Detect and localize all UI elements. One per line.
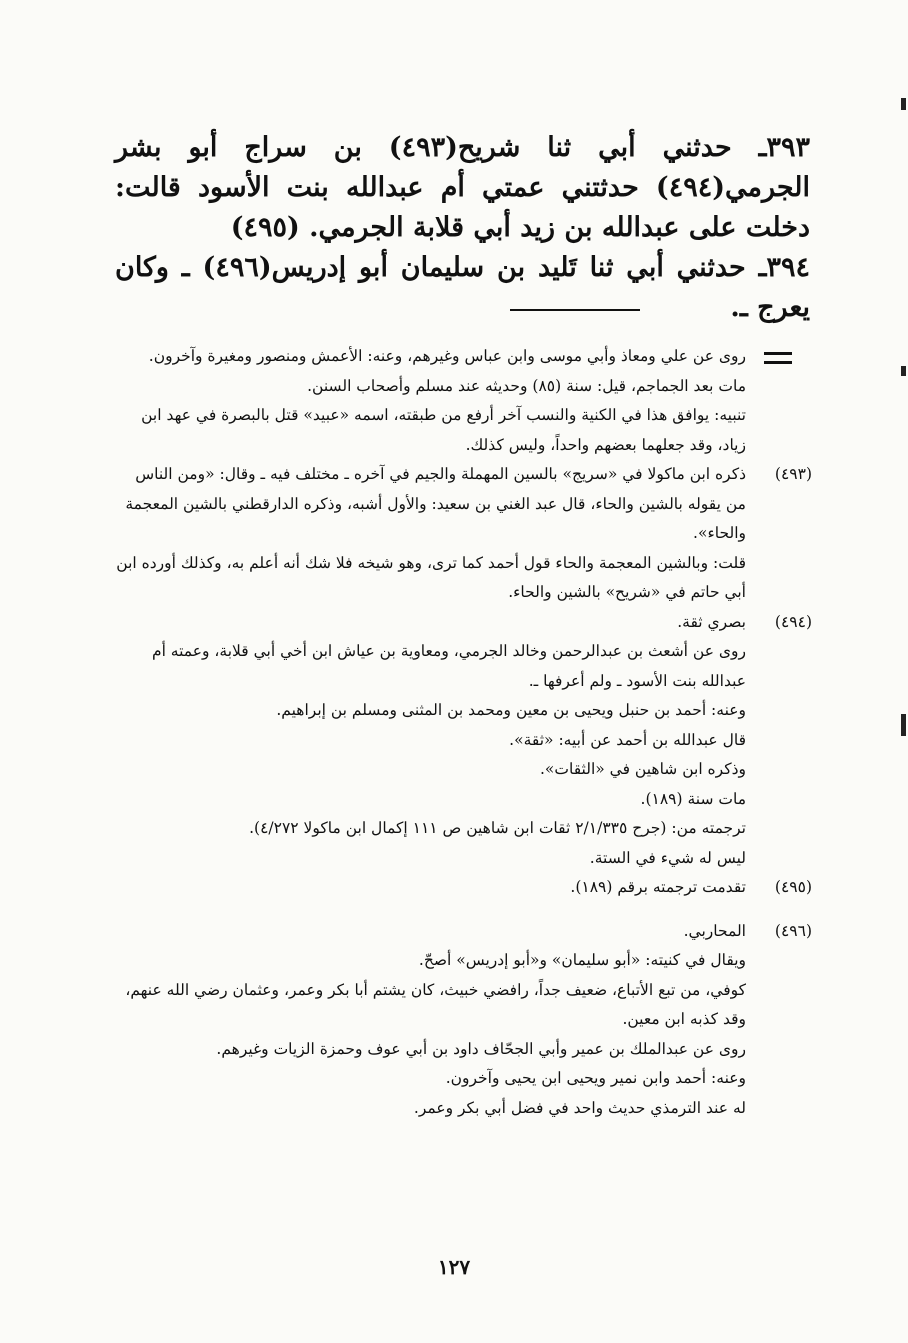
footnote-495: [112, 873, 812, 903]
footnote-paragraph: المحاربي.: [683, 921, 746, 940]
footnote-ref: (٤٩٣): [774, 465, 812, 483]
footnote-ref: (٤٩٥): [774, 878, 812, 896]
footnote-496: [112, 917, 812, 1124]
hadith-393: ٣٩٣ـ حدثني أبي ثنا شريح(٤٩٣) بن سراج أبو بشر الجرمي(٤٩٤) حدثتني عمتي أم عبدالله بنت الأسود قالت: دخلت على عبدالله بن زيد أبي قلابة الجرمي. (٤٩٥): [115, 132, 811, 243]
footnote-ref: (٤٩٦): [774, 921, 812, 940]
footnote-paragraph: وذكره ابن شاهين في «الثقات».: [539, 760, 746, 778]
footnote-paragraph: ويقال في كنيته: «أبو سليمان» و«أبو إدريس» أصحّ.: [418, 951, 746, 969]
footnote-paragraph: قلت: وبالشين المعجمة والحاء قول أحمد كما ترى، وهو شيخه فلا شك أنه أعلم به، وكذلك أورده ابن أبي حاتم في «شريح» بالشين والحاء.: [116, 553, 746, 601]
footnote-paragraph: قال عبدالله بن أحمد عن أبيه: «ثقة».: [509, 730, 746, 749]
footnote-paragraph: وعنه: أحمد بن حنبل ويحيى بن معين ومحمد بن المثنى ومسلم بن إبراهيم.: [276, 701, 746, 719]
scan-edge-mark: [901, 98, 906, 110]
main-text: [115, 128, 810, 328]
footnote-paragraph: له عند الترمذي حديث واحد في فضل أبي بكر وعمر.: [413, 1098, 746, 1117]
footnote-paragraph: مات سنة (١٨٩).: [640, 789, 746, 808]
footnote-paragraph: بصري ثقة.: [677, 612, 746, 631]
footnote-paragraph: روى عن عبدالملك بن عمير وأبي الجحّاف داود بن أبي عوف وحمزة الزيات وغيرهم.: [216, 1039, 746, 1058]
footnote-494: [112, 608, 812, 874]
hadith-394: ٣٩٤ـ حدثني أبي ثنا تَليد بن سليمان أبو إدريس(٤٩٦) ـ وكان يعرج ـ.: [115, 252, 810, 323]
footnote-paragraph: روى عن أشعث بن عبدالرحمن وخالد الجرمي، ومعاوية بن عياش ابن أخي أبي قلابة، وعمته أم عبدالله بنت الأسود ـ ولم أعرفها ـ.: [151, 642, 746, 690]
footnote-493: [112, 460, 812, 608]
footnote-continued: [112, 342, 812, 460]
footnotes: [112, 342, 812, 1123]
footnote-paragraph: تقدمت ترجمته برقم (١٨٩).: [570, 878, 746, 896]
scan-edge-mark: [901, 714, 906, 736]
footnote-paragraph: مات بعد الجماجم، قيل: سنة (٨٥) وحديثه عند مسلم وأصحاب السنن.: [307, 376, 746, 395]
footnote-paragraph: ذكره ابن ماكولا في «سريج» بالسين المهملة والجيم في آخره ـ مختلف فيه ـ وقال: «ومن الناس من يقوله بالشين والحاء، قال عبد الغني بن سعيد: والأول أشبه، وذكره الدارقطني بالشين المعجمة والحاء».: [125, 465, 746, 542]
footnote-paragraph: ترجمته من: (جرح ٢/١/٣٣٥ ثقات ابن شاهين ص ١١١ إكمال ابن ماكولا ٤/٢٧٢).: [249, 819, 746, 837]
footnote-paragraph: ليس له شيء في الستة.: [589, 848, 746, 867]
footnote-paragraph: كوفي، من تبع الأتباع، ضعيف جداً، رافضي خبيث، كان يشتم أبا بكر وعمر، وعثمان رضي الله عنهم، وقد كذبه ابن معين.: [125, 980, 746, 1028]
scan-edge-mark: [901, 366, 906, 376]
footnote-separator: [510, 309, 640, 311]
continuation-mark: [764, 352, 792, 370]
footnote-paragraph: وعنه: أحمد وابن نمير ويحيى ابن يحيى وآخرون.: [445, 1069, 746, 1087]
footnote-paragraph: روى عن علي ومعاذ وأبي موسى وابن عباس وغيرهم، وعنه: الأعمش ومنصور ومغيرة وآخرون.: [148, 347, 746, 365]
footnote-ref: (٤٩٤): [774, 612, 812, 631]
page-number: ١٢٧: [437, 1255, 471, 1279]
footnote-paragraph: تنبيه: يوافق هذا في الكنية والنسب آخر أرفع من طبقته، اسمه «عبيد» قتل بالبصرة في عهد ابن زياد، وقد جعلهما بعضهم واحداً، وليس كذلك.: [141, 406, 746, 454]
